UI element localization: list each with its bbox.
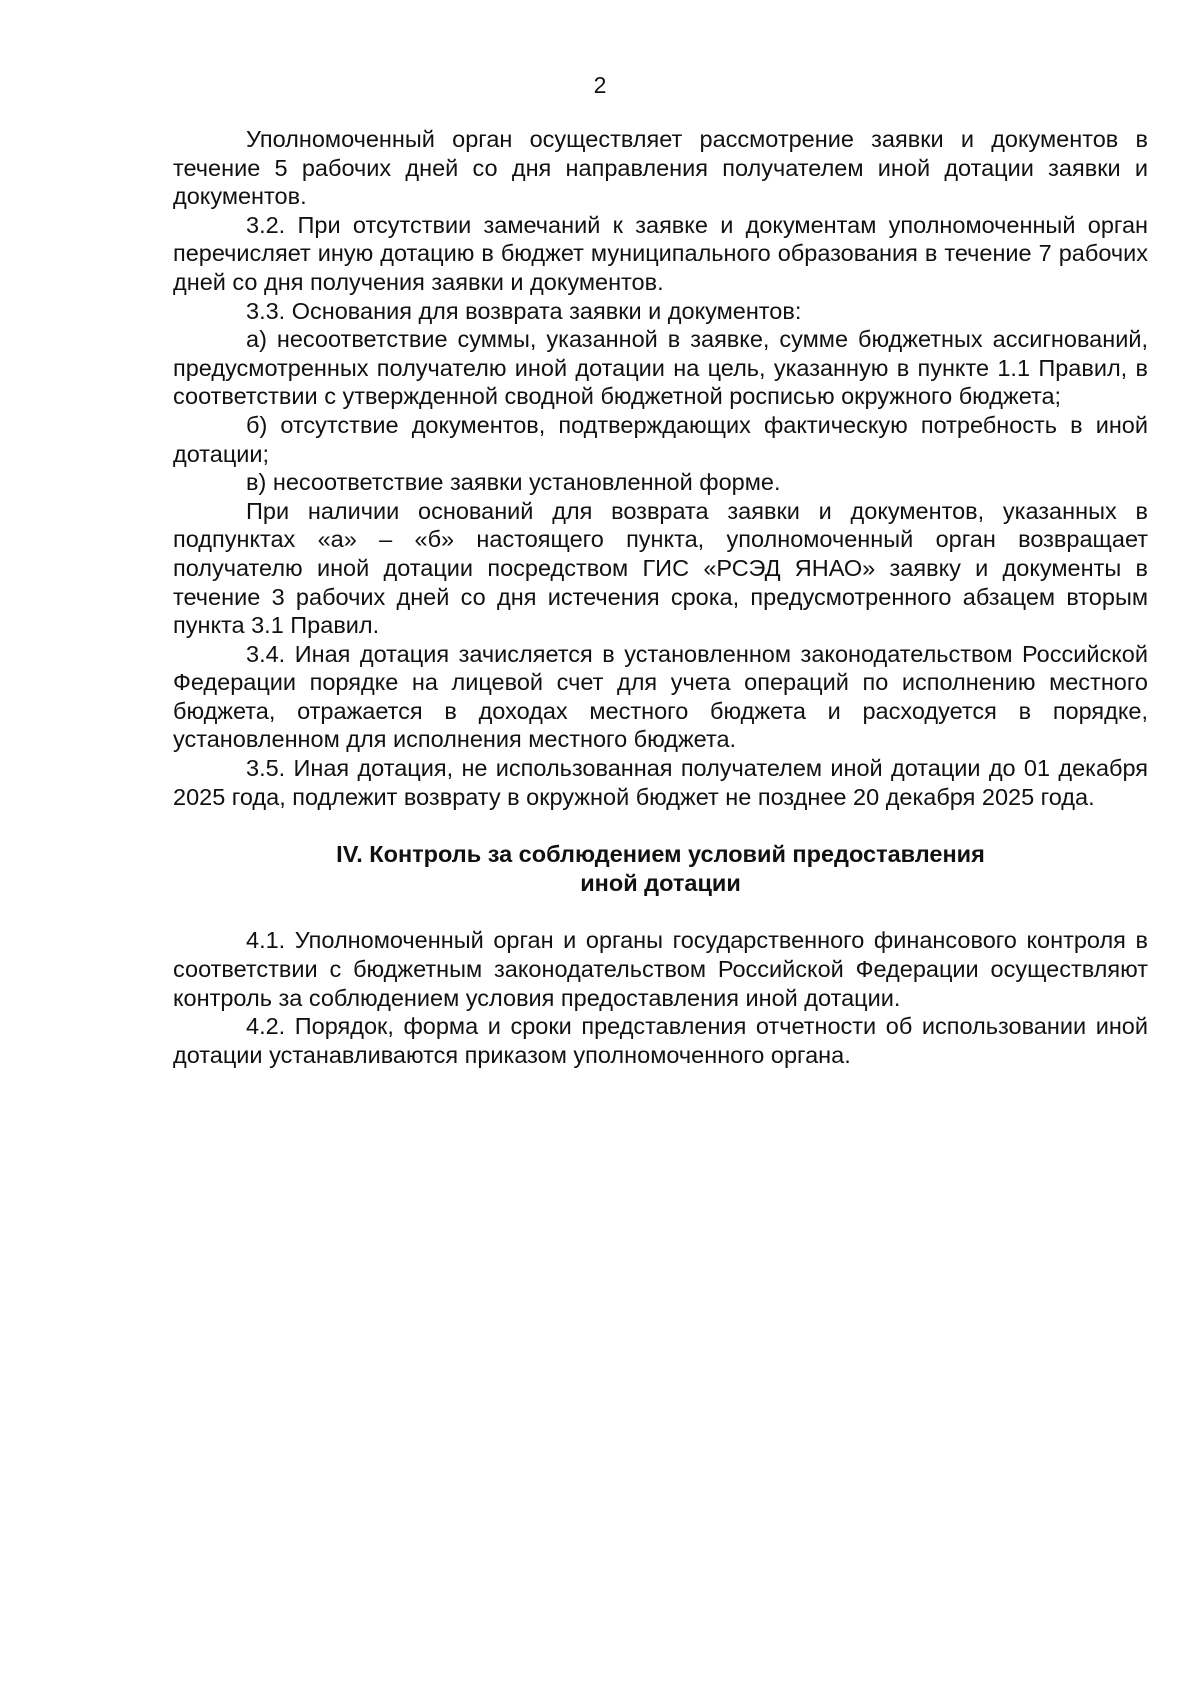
document-body: [173, 125, 1148, 1069]
paragraph-3-4: 3.4. Иная дотация зачисляется в установленном законодательством Российской Федерации порядке на лицевой счет для учета операций по исполнению местного бюджета, отражается в доходах местного бюджета и расходуется в порядке, установленном для исполнения местного бюджета.: [173, 640, 1148, 753]
paragraph-3-3-b: б) отсутствие документов, подтверждающих фактическую потребность в иной дотации;: [173, 411, 1148, 467]
page-number: 2: [593, 72, 607, 98]
section-heading-line-1: IV. Контроль за соблюдением условий предоставления: [336, 841, 985, 868]
paragraph-3-3-a: а) несоответствие суммы, указанной в заявке, сумме бюджетных ассигнований, предусмотренных получателю иной дотации на цель, указанную в пункте 1.1 Правил, в соответствии с утвержденной сводной бюджетной росписью окружного бюджета;: [173, 326, 1148, 410]
section-heading-line-2: иной дотации: [580, 869, 741, 896]
section-heading: [173, 840, 1148, 897]
paragraph-review-period: Уполномоченный орган осуществляет рассмотрение заявки и документов в течение 5 рабочих дней со дня направления получателем иной дотации заявки и документов.: [173, 126, 1148, 210]
paragraph-3-3-v: в) несоответствие заявки установленной форме.: [246, 469, 781, 496]
paragraph-4-2: 4.2. Порядок, форма и сроки представления отчетности об использовании иной дотации устанавливаются приказом уполномоченного органа.: [173, 1013, 1148, 1068]
paragraph-return-conditions: При наличии оснований для возврата заявки и документов, указанных в подпунктах «а» – «б» настоящего пункта, уполномоченный орган возвращает получателю иной дотации посредством ГИС «РСЭД ЯНАО» заявку и документы в течение 3 рабочих дней со дня истечения срока, предусмотренного абзацем вторым пункта 3.1 Правил.: [173, 497, 1148, 639]
paragraph-3-5: 3.5. Иная дотация, не использованная получателем иной дотации до 01 декабря 2025 года, подлежит возврату в окружной бюджет не позднее 20 декабря 2025 года.: [173, 755, 1148, 810]
paragraph-3-3: 3.3. Основания для возврата заявки и документов:: [246, 297, 802, 324]
paragraph-3-2: 3.2. При отсутствии замечаний к заявке и документам уполномоченный орган перечисляет иную дотацию в бюджет муниципального образования в течение 7 рабочих дней со дня получения заявки и документов.: [173, 211, 1148, 295]
paragraph-4-1: 4.1. Уполномоченный орган и органы государственного финансового контроля в соответствии с бюджетным законодательством Российской Федерации осуществляют контроль за соблюдением условия предоставления иной дотации.: [173, 927, 1148, 1011]
